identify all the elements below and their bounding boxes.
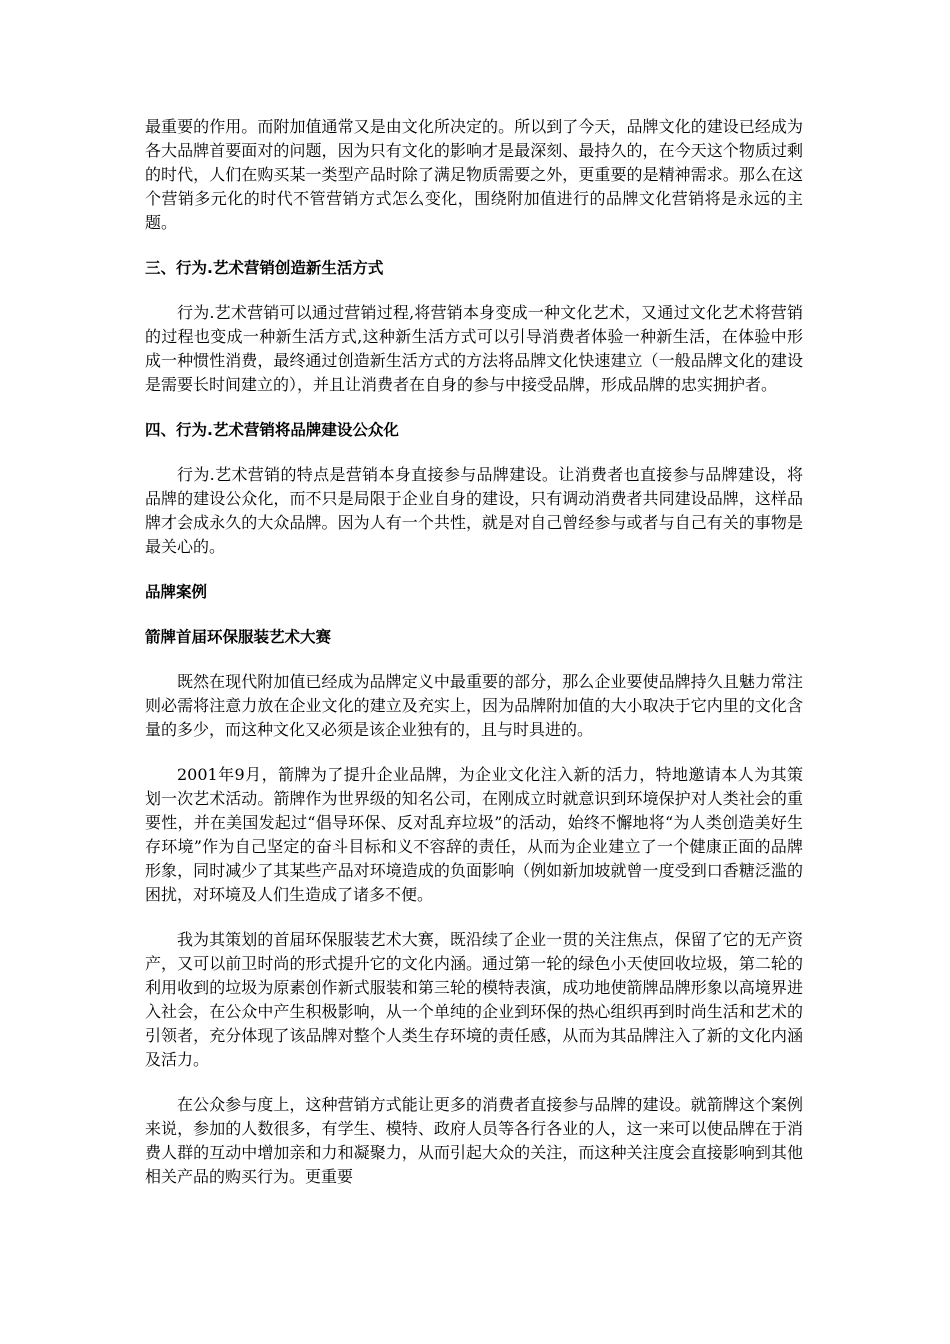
section-heading-three: 三、行为.艺术营销创造新生活方式 [145,259,384,277]
paragraph-added-value: 最重要的作用。而附加值通常又是由文化所决定的。所以到了今天，品牌文化的建设已经成为各大品牌首要面对的问题，因为只有文化的影响才是最深刻、最持久的，在今天这个物质过剩的时代，人们在购买某一类型产品时除了满足物质需要之外，更重要的是精神需求。那么在这个营销多元化的时代不管营销方式怎么变化，围绕附加值进行的品牌文化营销将是永远的主题。 [145,117,803,232]
paragraph-new-lifestyle: 行为.艺术营销可以通过营销过程,将营销本身变成一种文化艺术，又通过文化艺术将营销的过程也变成一种新生活方式,这种新生活方式可以引导消费者体验一种新生活，在体验中形成一种惯性消费，最终通过创造新生活方式的方法将品牌文化快速建立（一般品牌文化的建设是需要长时间建立的），并且让消费者在自身的参与中接受品牌，形成品牌的忠实拥护者。 [145,303,803,394]
section-heading-brand-case: 品牌案例 [145,583,208,601]
paragraph-case-2001: 2001年9月，箭牌为了提升企业品牌，为企业文化注入新的活力，特地邀请本人为其策划一次艺术活动。箭牌作为世界级的知名公司，在刚成立时就意识到环境保护对人类社会的重要性，并在美国发起过“倡导环保、反对乱弃垃圾”的活动，始终不懈地将“为人类创造美好生存环境”作为自己坚定的奋斗目标和义不容辞的责任，从而为企业建立了一个健康正面的品牌形象，同时减少了其某些产品对环境造成的负面影响（例如新加坡就曾一度受到口香糖泛滥的困扰，对环境及人们生造成了诸多不便。 [145,765,803,904]
paragraph-case-intro: 既然在现代附加值已经成为品牌定义中最重要的部分，那么企业要使品牌持久且魅力常注则必需将注意力放在企业文化的建立及充实上，因为品牌附加值的大小取决于它内里的文化含量的多少，而这种文化又必须是该企业独有的，且与时具进的。 [145,672,803,739]
paragraph-public-brand: 行为.艺术营销的特点是营销本身直接参与品牌建设。让消费者也直接参与品牌建设，将品牌的建设公众化，而不只是局限于企业自身的建设，只有调动消费者共同建设品牌，这样品牌才会成永久的大众品牌。因为人有一个共性，就是对自己曾经参与或者与自己有关的事物是最关心的。 [145,465,803,556]
document-page [145,115,803,1210]
case-title: 箭牌首届环保服装艺术大赛 [145,628,332,646]
paragraph-case-participation: 在公众参与度上，这种营销方式能让更多的消费者直接参与品牌的建设。就箭牌这个案例来说，参加的人数很多，有学生、模特、政府人员等各行各业的人，这一来可以使品牌在于消费人群的互动中增加亲和力和凝聚力，从而引起大众的关注，而这种关注度会直接影响到其他相关产品的购买行为。更重要 [145,1095,803,1186]
paragraph-case-contest: 我为其策划的首届环保服装艺术大赛，既沿续了企业一贯的关注焦点，保留了它的无产资产，又可以前卫时尚的形式提升它的文化内涵。通过第一轮的绿色小天使回收垃圾，第二轮的利用收到的垃圾为原素创作新式服装和第三轮的模特表演，成功地使箭牌品牌形象以高境界进入社会，在公众中产生积极影响，从一个单纯的企业到环保的热心组织再到时尚生活和艺术的引领者，充分体现了该品牌对整个人类生存环境的责任感，从而为其品牌注入了新的文化内涵及活力。 [145,930,803,1069]
section-heading-four: 四、行为.艺术营销将品牌建设公众化 [145,421,399,439]
